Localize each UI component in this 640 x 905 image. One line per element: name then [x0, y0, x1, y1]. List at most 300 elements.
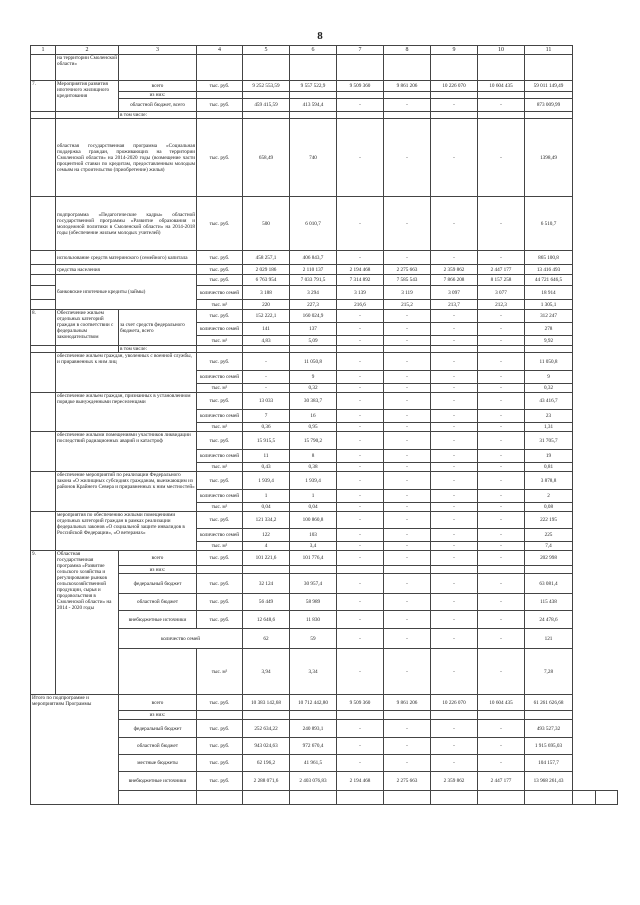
header-cell: 8: [384, 46, 431, 55]
table-row: [31, 353, 618, 371]
table-cell: -: [431, 574, 478, 594]
table-cell: тыс. руб.: [197, 119, 243, 197]
table-cell: 160 024,9: [290, 310, 337, 323]
table-cell: [290, 346, 337, 353]
table-cell: 9 252 553,59: [243, 81, 290, 92]
table-cell: -: [384, 611, 431, 629]
table-cell: 101 776,4: [290, 551, 337, 566]
table-cell: 23: [525, 410, 573, 423]
table-cell: [243, 92, 290, 99]
table-cell: областной бюджет: [119, 738, 197, 755]
table-cell: 2: [525, 490, 573, 503]
table-cell: количество семей: [197, 323, 243, 336]
table-cell: -: [384, 490, 431, 503]
table-row: [31, 711, 618, 720]
table-cell: -: [431, 119, 478, 197]
table-cell: [197, 791, 243, 805]
table-cell: -: [431, 384, 478, 393]
table-cell: тыс. м²: [197, 423, 243, 432]
table-row: [31, 551, 618, 566]
table-cell: 141: [243, 323, 290, 336]
table-cell: количество семей: [197, 371, 243, 384]
table-row: [31, 432, 618, 450]
table-cell: 10 712 442,80: [290, 695, 337, 711]
header-cell: 9: [431, 46, 478, 55]
table-cell: -: [431, 594, 478, 611]
table-row: [31, 574, 618, 594]
table-cell: 2 447 177: [478, 265, 525, 275]
table-cell: 2 275 663: [384, 265, 431, 275]
table-cell: [197, 711, 243, 720]
table-cell: 3,34: [290, 649, 337, 695]
table-cell: на территории Смоленской области»: [56, 55, 119, 81]
table-cell: 3,4: [290, 542, 337, 551]
table-cell: 7,28: [525, 649, 573, 695]
table-cell: 213,7: [431, 300, 478, 310]
table-cell: -: [337, 542, 384, 551]
table-cell: [478, 566, 525, 574]
table-cell: -: [478, 310, 525, 323]
table-cell: тыс. руб.: [197, 197, 243, 251]
table-cell: тыс. руб.: [197, 353, 243, 371]
table-cell: 873 009,99: [525, 99, 573, 112]
table-cell: 59 011 149,49: [525, 81, 573, 92]
table-cell: -: [337, 738, 384, 755]
table-cell: -: [478, 738, 525, 755]
table-cell: 62: [243, 629, 290, 649]
table-row: [31, 772, 618, 791]
table-cell: 62 196,2: [243, 755, 290, 772]
table-cell: [31, 512, 56, 551]
table-cell: 278: [525, 323, 573, 336]
table-cell: [478, 55, 525, 81]
table-cell: тыс. м²: [197, 542, 243, 551]
table-cell: -: [384, 542, 431, 551]
table-cell: [595, 791, 618, 805]
table-cell: [478, 711, 525, 720]
table-cell: 30 957,4: [290, 574, 337, 594]
table-cell: [31, 300, 56, 310]
table-cell: [478, 346, 525, 353]
table-cell: 15 915,5: [243, 432, 290, 450]
table-cell: 9 861 206: [384, 81, 431, 92]
table-cell: обеспечение мероприятий по реализации Федерального закона «О жилищных субсидиях гражданам, выезжающим из районов Крайнего Севера и приравненных к ним местностей»: [56, 472, 197, 512]
table-cell: 0,04: [290, 503, 337, 512]
table-cell: тыс. м²: [197, 503, 243, 512]
table-cell: 2 029 186: [243, 265, 290, 275]
table-cell: [290, 566, 337, 574]
table-cell: -: [431, 393, 478, 410]
table-cell: 137: [290, 323, 337, 336]
table-cell: 2 194 468: [337, 772, 384, 791]
table-cell: 3 294: [290, 286, 337, 300]
table-cell: -: [431, 336, 478, 346]
table-cell: количество семей: [197, 450, 243, 463]
table-cell: местные бюджеты: [119, 755, 197, 772]
table-cell: 10 383 142,68: [243, 695, 290, 711]
table-cell: -: [431, 197, 478, 251]
table-cell: использование средств материнского (семейного) капитала: [56, 251, 197, 265]
table-cell: 240 893,1: [290, 720, 337, 738]
table-cell: -: [243, 384, 290, 393]
table-cell: 9 557 522,9: [290, 81, 337, 92]
table-cell: [431, 112, 478, 119]
table-cell: 972 670,4: [290, 738, 337, 755]
table-cell: [384, 566, 431, 574]
table-cell: -: [384, 353, 431, 371]
table-cell: 1398,49: [525, 119, 573, 197]
table-cell: 2 447 177: [478, 772, 525, 791]
table-cell: -: [384, 432, 431, 450]
table-cell: -: [384, 197, 431, 251]
row-name: Мероприятия развития ипотечного жилищного кредитования: [56, 81, 119, 112]
table-cell: 312 247: [525, 310, 573, 323]
table-cell: [243, 566, 290, 574]
table-cell: -: [337, 649, 384, 695]
table-cell: 103: [290, 529, 337, 542]
table-cell: -: [478, 629, 525, 649]
table-cell: -: [384, 512, 431, 529]
table-cell: 18 914: [525, 286, 573, 300]
table-row: [31, 119, 618, 197]
table-cell: -: [384, 119, 431, 197]
table-cell: [525, 112, 573, 119]
table-cell: -: [337, 384, 384, 393]
header-cell: 7: [337, 46, 384, 55]
table-cell: -: [337, 529, 384, 542]
table-cell: [478, 92, 525, 99]
table-cell: -: [337, 512, 384, 529]
table-cell: -: [337, 629, 384, 649]
table-cell: -: [337, 503, 384, 512]
table-cell: -: [431, 353, 478, 371]
table-cell: из них:: [119, 711, 197, 720]
table-cell: обеспечение жильем граждан, уволенных с военной службы, и приравненных к ним лиц: [56, 353, 197, 393]
table-cell: тыс. руб.: [197, 755, 243, 772]
table-cell: федеральный бюджет: [119, 720, 197, 738]
table-cell: 10 226 070: [431, 695, 478, 711]
table-cell: за счет средств федерального бюджета, всего: [119, 310, 197, 346]
table-cell: [197, 92, 243, 99]
table-cell: 61 261 626,68: [525, 695, 573, 711]
table-cell: -: [384, 336, 431, 346]
table-cell: -: [431, 99, 478, 112]
table-cell: тыс. руб.: [197, 738, 243, 755]
table-cell: тыс. руб.: [197, 772, 243, 791]
table-cell: 2 110 137: [290, 265, 337, 275]
table-cell: -: [337, 410, 384, 423]
table-cell: -: [478, 432, 525, 450]
table-cell: 0,43: [243, 463, 290, 472]
table-cell: 9,92: [525, 336, 573, 346]
table-cell: -: [478, 551, 525, 566]
table-cell: [337, 92, 384, 99]
table-cell: всего: [119, 695, 197, 711]
table-cell: 2 359 862: [431, 265, 478, 275]
header-row: [31, 46, 618, 55]
table-cell: 11: [243, 450, 290, 463]
table-cell: областная государственная программа «Социальная поддержка граждан, проживающих на территории Смоленской области» на 2014-2020 годы (возмещение части процентной ставки по кредитам, предоставленным молодым семьям на строительство (приобретение) жилья): [56, 119, 197, 197]
table-cell: 13 033: [243, 393, 290, 410]
table-cell: -: [431, 738, 478, 755]
table-cell: -: [478, 353, 525, 371]
table-cell: количество семей: [197, 529, 243, 542]
table-cell: [337, 346, 384, 353]
table-cell: -: [337, 472, 384, 490]
table-cell: тыс. руб.: [197, 81, 243, 92]
table-cell: 227,3: [290, 300, 337, 310]
table-row: [31, 594, 618, 611]
table-cell: [384, 711, 431, 720]
table-cell: -: [478, 423, 525, 432]
table-cell: -: [431, 649, 478, 695]
table-cell: -: [478, 197, 525, 251]
table-cell: -: [337, 336, 384, 346]
table-cell: -: [384, 310, 431, 323]
table-row: [31, 472, 618, 490]
table-cell: -: [478, 384, 525, 393]
table-cell: 865 100,8: [525, 251, 573, 265]
budget-table: [30, 45, 618, 805]
table-cell: [243, 711, 290, 720]
table-cell: -: [384, 410, 431, 423]
table-cell: [431, 92, 478, 99]
table-cell: -: [431, 432, 478, 450]
table-cell: -: [431, 371, 478, 384]
table-cell: обеспечение жильем граждан, признанных в установленном порядке вынужденными переселенцами: [56, 393, 197, 432]
table-cell: -: [431, 529, 478, 542]
table-cell: тыс. руб.: [197, 695, 243, 711]
table-cell: тыс. м²: [197, 649, 243, 695]
table-cell: 122: [243, 529, 290, 542]
table-cell: -: [431, 611, 478, 629]
table-cell: -: [384, 529, 431, 542]
table-cell: банковские ипотечные кредиты (займы): [56, 275, 197, 310]
table-cell: 7 866 208: [431, 275, 478, 286]
table-cell: [384, 791, 431, 805]
table-cell: 0,38: [290, 463, 337, 472]
table-row: [31, 275, 618, 286]
table-cell: 11 050,8: [290, 353, 337, 371]
table-cell: [337, 791, 384, 805]
table-row: [31, 566, 618, 574]
table-row: [31, 265, 618, 275]
table-cell: [478, 112, 525, 119]
table-cell: тыс. м²: [197, 463, 243, 472]
table-cell: -: [337, 119, 384, 197]
table-cell: -: [478, 611, 525, 629]
table-cell: [31, 265, 56, 275]
table-cell: [290, 791, 337, 805]
table-cell: [56, 346, 119, 353]
table-cell: [384, 92, 431, 99]
table-cell: -: [478, 371, 525, 384]
table-cell: [197, 55, 243, 81]
table-cell: [525, 92, 573, 99]
table-cell: 0,36: [243, 423, 290, 432]
table-cell: 0,32: [525, 384, 573, 393]
table-cell: тыс. руб.: [197, 594, 243, 611]
table-cell: 2 403 076,83: [290, 772, 337, 791]
table-cell: тыс. м²: [197, 384, 243, 393]
table-cell: 1: [290, 490, 337, 503]
table-cell: 1 915 695,03: [525, 738, 573, 755]
table-cell: 19: [525, 450, 573, 463]
table-cell: 100 860,8: [290, 512, 337, 529]
table-cell: 6 510,7: [525, 197, 573, 251]
table-cell: -: [478, 574, 525, 594]
table-cell: -: [478, 119, 525, 197]
table-cell: 216,6: [337, 300, 384, 310]
table-cell: тыс. руб.: [197, 265, 243, 275]
table-cell: 3 188: [243, 286, 290, 300]
table-cell: 458 257,1: [243, 251, 290, 265]
table-cell: [243, 112, 290, 119]
table-cell: [290, 711, 337, 720]
table-cell: 11 050,8: [525, 353, 573, 371]
table-cell: 740: [290, 119, 337, 197]
table-cell: 3 139: [337, 286, 384, 300]
table-cell: 101 221,6: [243, 551, 290, 566]
table-cell: 225: [525, 529, 573, 542]
table-cell: -: [384, 251, 431, 265]
table-cell: 10 604 435: [478, 695, 525, 711]
table-cell: -: [337, 353, 384, 371]
table-cell: тыс. руб.: [197, 275, 243, 286]
table-cell: -: [384, 738, 431, 755]
table-cell: 44 721 646,5: [525, 275, 573, 286]
table-cell: федеральный бюджет: [119, 574, 197, 594]
table-cell: 63 081,4: [525, 574, 573, 594]
table-cell: -: [431, 323, 478, 336]
table-cell: [31, 275, 56, 286]
table-cell: -: [337, 99, 384, 112]
table-cell: -: [384, 472, 431, 490]
table-row: [31, 393, 618, 410]
header-cell: 10: [478, 46, 525, 55]
table-cell: [31, 55, 56, 81]
table-cell: [197, 346, 243, 353]
table-cell: -: [431, 629, 478, 649]
table-cell: 3 119: [384, 286, 431, 300]
row-name: Обеспечение жильем отдельных категорий граждан в соответствии с федеральным законодательством: [56, 310, 119, 346]
table-cell: -: [384, 551, 431, 566]
table-cell: -: [384, 323, 431, 336]
table-cell: из них:: [119, 566, 197, 574]
table-cell: 2 288 071,6: [243, 772, 290, 791]
table-cell: -: [337, 551, 384, 566]
table-cell: -: [337, 423, 384, 432]
table-cell: [119, 55, 197, 81]
table-cell: [31, 197, 56, 251]
table-cell: областной бюджет, всего: [119, 99, 197, 112]
table-cell: мероприятия по обеспечению жилыми помещениями отдельных категорий граждан в рамках реализации федеральных законов «О социальной защите инвалидов в Российской Федерации», «О ветеранах»: [56, 512, 197, 551]
table-cell: [337, 112, 384, 119]
table-cell: [31, 286, 56, 300]
table-cell: 31 705,7: [525, 432, 573, 450]
table-cell: -: [431, 423, 478, 432]
table-cell: [56, 112, 119, 119]
table-cell: [431, 55, 478, 81]
table-cell: тыс. руб.: [197, 512, 243, 529]
table-cell: [384, 55, 431, 81]
header-cell: 3: [119, 46, 197, 55]
table-cell: -: [431, 503, 478, 512]
table-cell: 2 359 862: [431, 772, 478, 791]
table-row: [31, 81, 618, 92]
table-cell: 121 334,2: [243, 512, 290, 529]
table-cell: -: [478, 463, 525, 472]
table-cell: -: [478, 472, 525, 490]
table-cell: -: [478, 755, 525, 772]
header-cell: 11: [525, 46, 573, 55]
table-cell: 12 648,6: [243, 611, 290, 629]
table-cell: [384, 112, 431, 119]
table-cell: 222 195: [525, 512, 573, 529]
table-cell: -: [384, 503, 431, 512]
row-name: Итого по подпрограмме и мероприятиям Программы: [31, 695, 119, 805]
table-cell: [525, 566, 573, 574]
table-cell: -: [478, 529, 525, 542]
table-cell: количество семей: [119, 629, 243, 649]
table-cell: 220: [243, 300, 290, 310]
table-cell: [197, 112, 243, 119]
table-cell: [31, 393, 56, 432]
table-cell: [431, 711, 478, 720]
header-cell: 4: [197, 46, 243, 55]
table-cell: -: [337, 310, 384, 323]
table-cell: 13 416 493: [525, 265, 573, 275]
table-cell: -: [431, 410, 478, 423]
table-cell: [525, 711, 573, 720]
table-cell: 9: [290, 371, 337, 384]
table-cell: -: [337, 463, 384, 472]
table-cell: из них:: [119, 92, 197, 99]
table-cell: 3,94: [243, 649, 290, 695]
table-cell: -: [384, 755, 431, 772]
table-cell: -: [337, 611, 384, 629]
table-cell: [337, 711, 384, 720]
table-cell: -: [478, 503, 525, 512]
table-cell: 0,95: [290, 423, 337, 432]
table-cell: тыс. руб.: [197, 432, 243, 450]
table-cell: 32 124: [243, 574, 290, 594]
table-cell: [119, 791, 197, 805]
table-row: [31, 791, 618, 805]
table-cell: тыс. руб.: [197, 574, 243, 594]
table-cell: [31, 251, 56, 265]
table-cell: количество семей: [197, 286, 243, 300]
table-cell: 413 594,4: [290, 99, 337, 112]
table-cell: тыс. руб.: [197, 393, 243, 410]
table-cell: [290, 55, 337, 81]
table-cell: 0,81: [525, 463, 573, 472]
table-cell: 104 157,7: [525, 755, 573, 772]
table-cell: 9: [525, 371, 573, 384]
row-number: 7.: [31, 81, 56, 112]
row-number: 9.: [31, 551, 56, 695]
table-cell: -: [431, 251, 478, 265]
table-row: [31, 112, 618, 119]
table-cell: 500: [243, 197, 290, 251]
table-cell: 56 449: [243, 594, 290, 611]
table-cell: обеспечение жилыми помещениями участников ликвидации последствий радиационных аварий и катастроф: [56, 432, 197, 472]
table-cell: -: [431, 310, 478, 323]
table-cell: 1 939,4: [290, 472, 337, 490]
table-cell: -: [384, 720, 431, 738]
table-cell: -: [478, 251, 525, 265]
table-cell: внебюджетные источники: [119, 772, 197, 791]
